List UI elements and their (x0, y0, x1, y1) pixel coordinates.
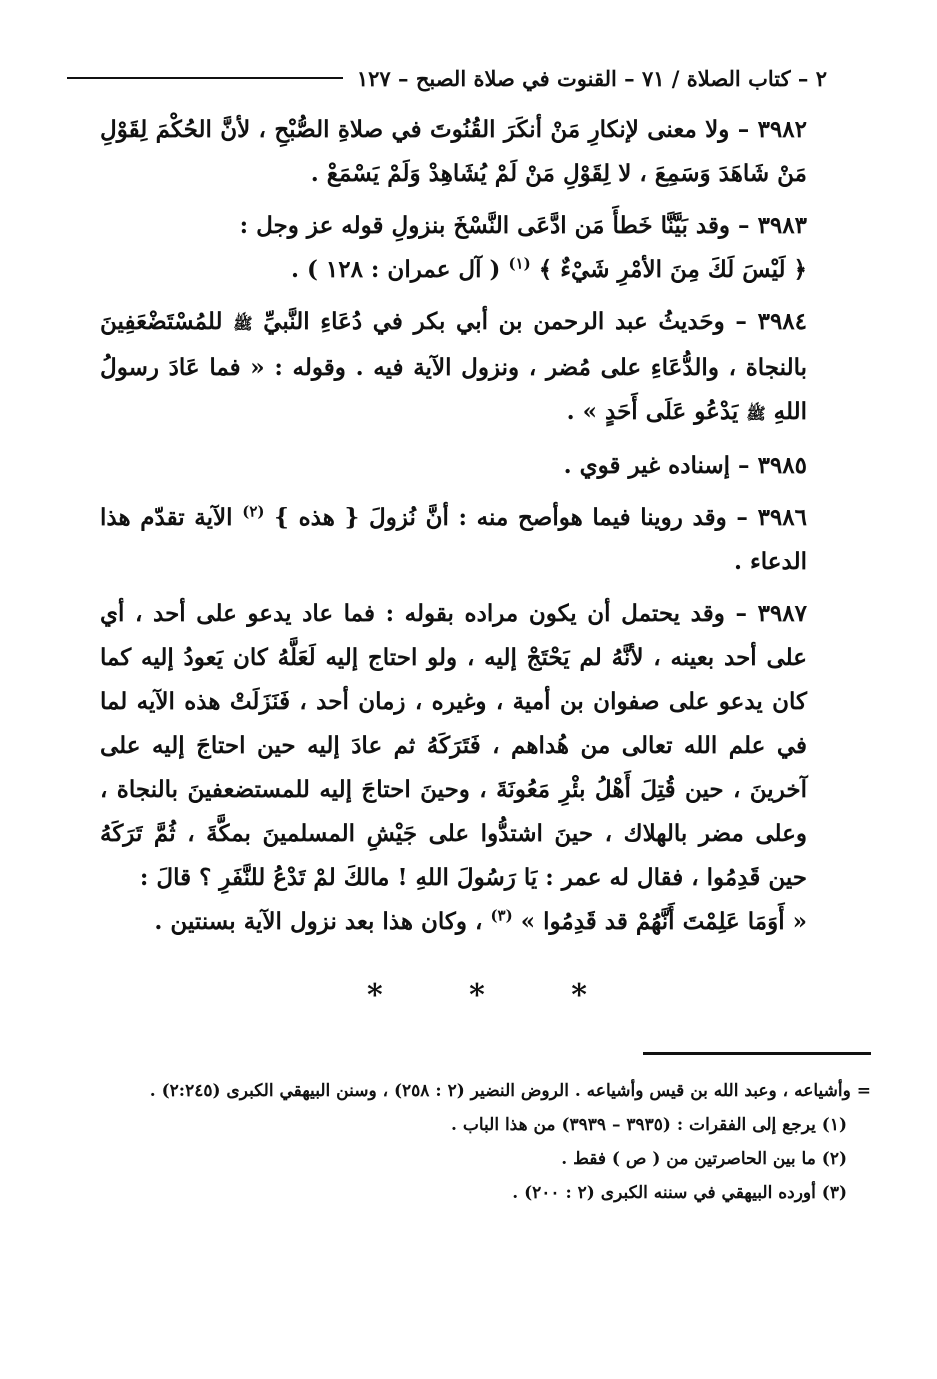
paragraph-text-a: – وقد روينا فيما هوأصح منه : أنَّ نُزولَ { هذه } (274, 504, 748, 531)
paragraph-3987 (100, 592, 845, 944)
footnote-continuation: = وأشياعه ، وعبد الله بن قيس وأشياعه . الروض النضير (٢ : ٢٥٨) ، وسنن البيهقي الكبرى (٢:٢٤٥) . (149, 1081, 871, 1101)
paragraph-3984 (100, 300, 845, 436)
paragraph-3985 (100, 444, 845, 488)
paragraph-3986 (100, 496, 845, 584)
running-title: ٢ – كتاب الصلاة / ٧١ – القنوت في صلاة الصبح – ١٢٧ (356, 65, 827, 91)
paragraph-number: ٣٩٨٢ (757, 116, 807, 143)
paragraph-number: ٣٩٨٥ (757, 452, 807, 479)
paragraph-3983 (100, 204, 845, 292)
paragraph-text-a: – وحَديثُ عبد الرحمن بن أبي بكر في دُعَاءِ النَّبيِّ (263, 308, 747, 335)
paragraph-text: – إسناده غير قوي . (563, 452, 750, 479)
section-separator (367, 978, 587, 1013)
footnote-mark-2: (٢) (242, 502, 265, 521)
paragraph-text-b: الآية تقدّم هذا الدعاء . (100, 504, 807, 575)
paragraph-text-b: للمُسْتَضْعَفِينَ بالنجاة ، والدُّعَاءِ على مُضر ، ونزول الآية فيه . وقوله : « فما عَادَ رسولُ اللهِ (100, 308, 807, 425)
header-rule (67, 77, 343, 79)
footnote-1: (١) يرجع إلى الفقرات : (٣٩٣٥ – ٣٩٣٩) من هذا الباب . (450, 1115, 847, 1135)
paragraph-text-c: يَدْعُو عَلَى أَحَدٍ » . (566, 398, 739, 425)
paragraph-number: ٣٩٨٤ (757, 308, 808, 335)
separator-star: * (367, 978, 383, 1013)
footnote-3: (٣) أورده البيهقي في سننه الكبرى (٢ : ٢٠٠) . (512, 1183, 847, 1203)
paragraph-tail: ، وكان هذا بعد نزول الآية بسنتين . (154, 908, 483, 935)
salla-ligature: ﷺ (746, 404, 766, 423)
footnote-mark-1: (١) (508, 254, 531, 273)
separator-star: * (571, 978, 587, 1013)
running-header (67, 60, 827, 96)
footnote-mark-3: (٣) (490, 906, 513, 925)
main-text (100, 108, 845, 952)
paragraph-number: ٣٩٨٣ (757, 212, 807, 239)
paragraph-text: – ولا معنى لإنكارِ مَنْ أنكَرَ القُنُوتَ في صلاةِ الصُّبْحِ ، لأنَّ الحُكْمَ لِقَوْلِ مَنْ شَاهَدَ وَسَمِعَ ، لا لِقَوْلِ مَنْ لَمْ يُشَاهِدْ وَلَمْ يَسْمَعْ . (100, 116, 807, 187)
paragraph-3982 (100, 108, 845, 196)
salla-ligature: ﷺ (233, 314, 253, 333)
hadith-quote: « أَوَمَا عَلِمْتَ أَنَّهُمْ قد قَدِمُوا » (520, 908, 807, 935)
quran-quote: ﴿ لَيْسَ لَكَ مِنَ الأمْرِ شَيْءٌ ﴾ (538, 256, 807, 283)
paragraph-text: – وقد يحتمل أن يكون مراده بقوله : فما عاد يدعو على أحد ، أي على أحد بعينه ، لأنَّهُ لم يَحْتَجْ إليه ، ولو احتاج إليه لَعَلَّهُ كان يَعودُ إليه كما كان يدعو على صفوان بن أمية ، وغيره ، زمان أحد ، فَنَزَلَتْ هذه الآيه لما في علم الله تعالى من هُداهم ، فَتَرَكَهُ ثم عادَ إليه حين احتاجَ إليه على آخرينَ ، حين قُتِلَ أَهْلُ بئْرِ مَعُونَةَ ، وحينَ احتاجَ إليه للمستضعفينَ بالنجاة ، وعلى مضر بالهلاك ، حينَ اشتدُّوا على جَيْشِ المسلمينَ بمكَّةَ ، ثُمَّ تَرَكَهُ حين قَدِمُوا ، فقال له عمر : يَا رَسُولَ اللهِ ! مالكَ لمْ تَدْعُ للنَّفَرِ ؟ قالَ : (100, 600, 807, 891)
separator-star: * (469, 978, 485, 1013)
paragraph-number: ٣٩٨٦ (757, 504, 807, 531)
footnote-2: (٢) ما بين الحاصرتين من ( ص ) فقط . (561, 1149, 847, 1169)
paragraph-number: ٣٩٨٧ (757, 600, 807, 627)
footnotes (131, 1074, 871, 1210)
paragraph-text: – وقد بَيَّنَّا خَطأَ مَن ادَّعَى النَّسْخَ بنزولِ قوله عز وجل : (239, 212, 750, 239)
citation: ( آل عمران : ١٢٨ ) . (290, 256, 501, 283)
footnote-rule (643, 1052, 871, 1055)
